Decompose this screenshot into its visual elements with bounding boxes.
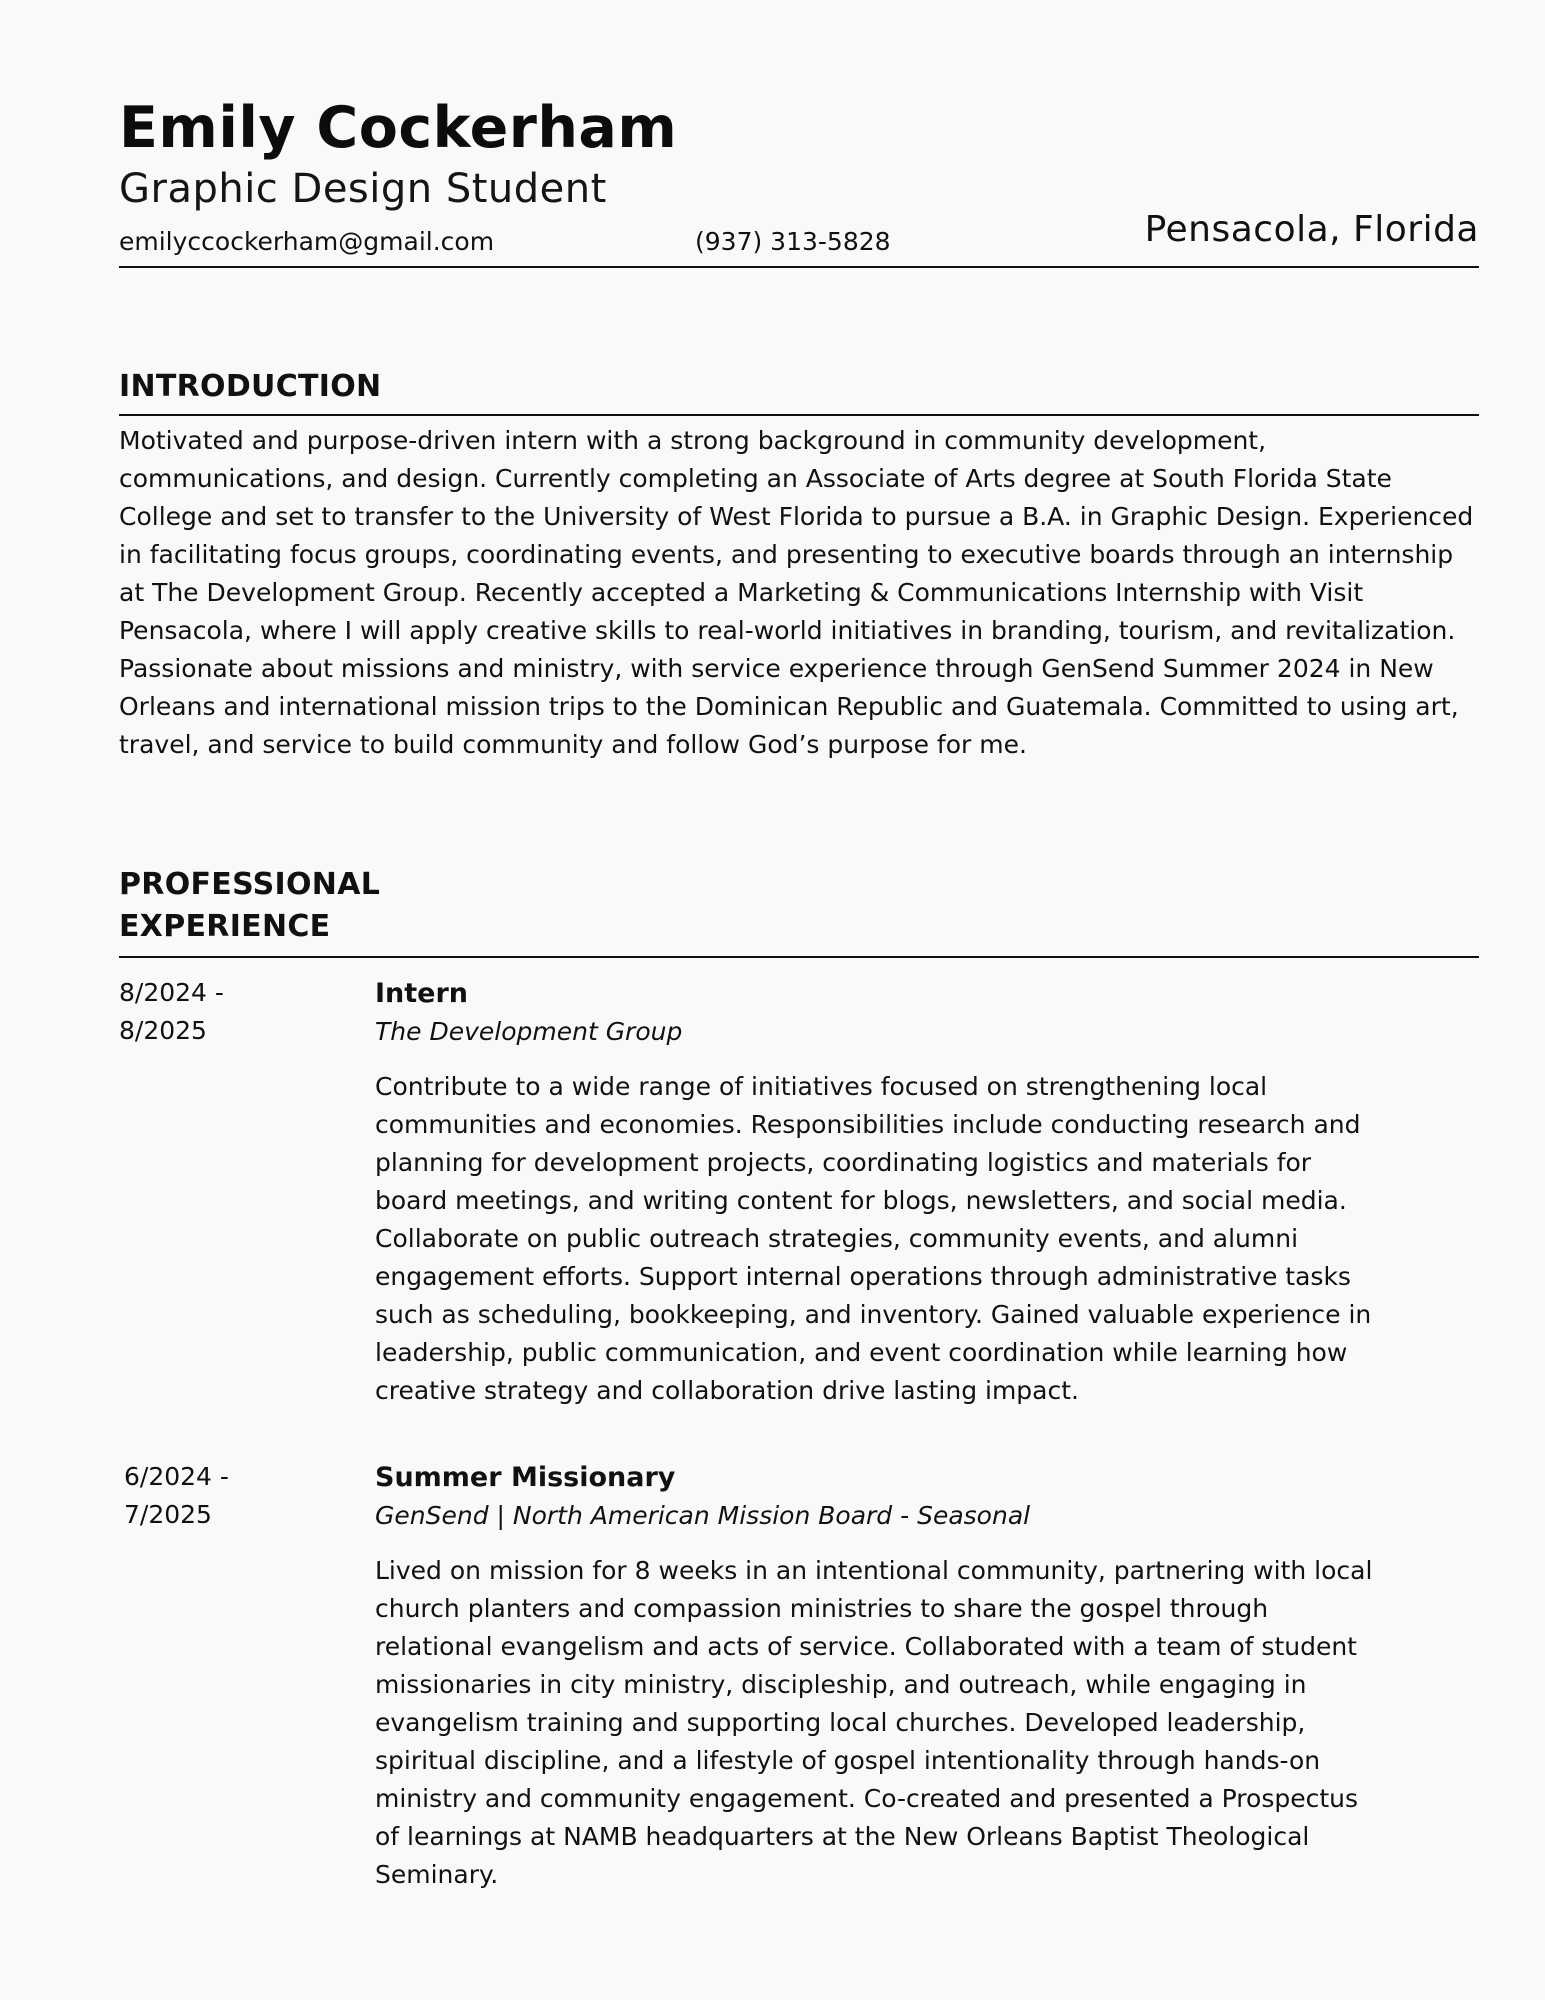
resume-header [119,92,1479,268]
experience-section [119,864,1479,1894]
experience-date-start: 6/2024 - [124,1462,229,1491]
experience-date-start: 8/2024 - [119,978,224,1007]
contact-phone[interactable]: (937) 313-5828 [695,227,891,256]
experience-body [375,1458,1375,1894]
resume-page [119,92,1479,1894]
experience-dates [119,974,339,1050]
contact-email[interactable]: emilyccockerham@gmail.com [119,227,495,256]
experience-description: Lived on mission for 8 weeks in an intentional community, partnering with local church planters and compassion ministries to share the gospel through relational evangelism and acts of service. Collaborated with a team of student missionaries in city ministry, discipleship, and outreach, while engaging in evangelism training and supporting local churches. Developed leadership, spiritual discipline, and a lifestyle of gospel intentionality through hands-on ministry and community engagement. Co-created and presented a Prospectus of learnings at NAMB headquarters at the New Orleans Baptist Theological Seminary. [375,1556,1373,1889]
experience-body [375,974,1375,1410]
introduction-heading: INTRODUCTION [119,368,1479,416]
experience-item [119,1458,1479,1894]
candidate-role: Graphic Design Student [119,166,607,212]
contact-location: Pensacola, Florida [1144,209,1479,250]
experience-date-end: 7/2025 [124,1500,212,1529]
contact-row [119,209,1479,268]
introduction-section [119,368,1479,764]
experience-dates [124,1458,344,1534]
experience-date-end: 8/2025 [119,1016,207,1045]
experience-organization: GenSend | North American Mission Board - Seasonal [375,1501,1031,1530]
experience-description: Contribute to a wide range of initiatives focused on strengthening local communities and economies. Responsibilities include conducting research and planning for development projects, coordinating logistics and materials for board meetings, and writing content for blogs, newsletters, and social media. Collaborate on public outreach strategies, community events, and alumni engagement efforts. Support internal operations through administrative tasks such as scheduling, bookkeeping, and inventory. Gained valuable experience in leadership, public communication, and event coordination while learning how creative strategy and collaboration drive lasting impact. [375,1072,1372,1405]
experience-item [119,974,1479,1410]
experience-title: Intern [375,978,469,1009]
introduction-text: Motivated and purpose-driven intern with a strong background in community development, communications, and design. Currently completing an Associate of Arts degree at South Florida State College and set to transfer to the University of West Florida to pursue a B.A. in Graphic Design. Experienced in facilitating focus groups, coordinating events, and presenting to executive boards through an internship at The Development Group. Recently accepted a Marketing & Communications Internship with Visit Pensacola, where I will apply creative skills to real-world initiatives in branding, tourism, and revitalization. Passionate about missions and ministry, with service experience through GenSend Summer 2024 in New Orleans and international mission trips to the Dominican Republic and Guatemala. Committed to using art, travel, and service to build community and follow God’s purpose for me. [119,426,1474,759]
candidate-name: Emily Cockerham [119,95,678,161]
experience-organization: The Development Group [375,1017,683,1046]
experience-title: Summer Missionary [375,1462,676,1493]
experience-heading-line1: PROFESSIONAL [119,867,381,902]
experience-heading-line2: EXPERIENCE [119,909,331,944]
experience-heading [119,864,1479,958]
